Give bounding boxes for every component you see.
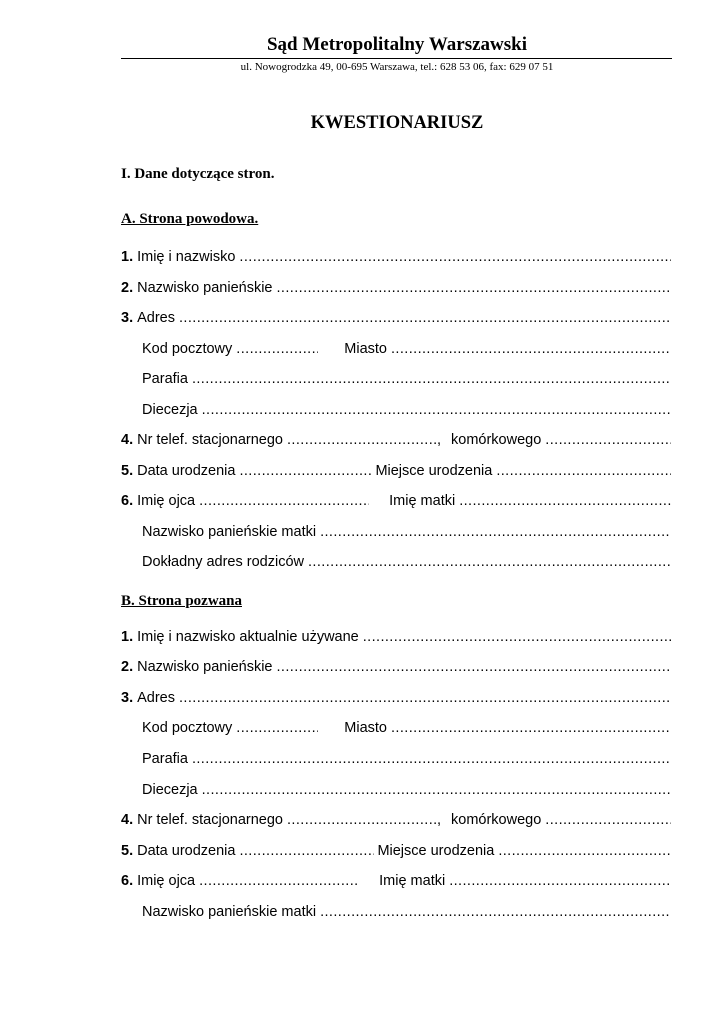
b-birthplace-dots[interactable]: [498, 843, 671, 859]
a-parents-address-dots[interactable]: [308, 554, 671, 570]
a-maiden-name-field[interactable]: [121, 280, 671, 300]
b-maiden-number: 2.: [121, 659, 134, 675]
a-birthplace-dots[interactable]: [496, 463, 671, 479]
a-parents-field[interactable]: [121, 493, 671, 513]
a-birth-number: 5.: [121, 463, 134, 479]
b-phone-field[interactable]: [121, 812, 671, 832]
b-diocese-label: Diecezja: [142, 782, 198, 798]
a-diocese-field[interactable]: [142, 402, 671, 422]
b-parish-dots[interactable]: [192, 751, 671, 767]
a-city-label: Miasto: [344, 341, 387, 357]
a-maiden-dots[interactable]: [277, 280, 672, 296]
b-birthdate-dots[interactable]: [239, 843, 374, 859]
b-address-dots[interactable]: [179, 690, 671, 706]
b-parents-field[interactable]: [121, 873, 671, 893]
b-name-number: 1.: [121, 629, 134, 645]
b-phone-number: 4.: [121, 812, 134, 828]
b-maiden-dots[interactable]: [277, 659, 672, 675]
court-name: Sąd Metropolitalny Warszawski: [266, 34, 528, 55]
section-heading-parties: I. Dane dotyczące stron.: [121, 166, 275, 182]
a-address-field[interactable]: [121, 310, 671, 330]
a-maiden-label: Nazwisko panieńskie: [137, 280, 273, 296]
b-city-label: Miasto: [344, 720, 387, 736]
a-mother-label: Imię matki: [389, 493, 456, 509]
b-birth-number: 5.: [121, 843, 134, 859]
b-parents-number: 6.: [121, 873, 134, 889]
a-parents-address-field[interactable]: [142, 554, 671, 574]
b-mother-dots[interactable]: [449, 873, 671, 889]
a-name-label: Imię i nazwisko: [137, 249, 236, 265]
b-birthdate-label: Data urodzenia: [137, 843, 236, 859]
header-divider: [121, 58, 672, 59]
a-mother-dots[interactable]: [459, 493, 671, 509]
a-birthplace-label: Miejsce urodzenia: [375, 463, 493, 479]
a-diocese-dots[interactable]: [202, 402, 671, 418]
b-birthplace-label: Miejsce urodzenia: [377, 843, 495, 859]
b-mobile-label: komórkowego: [451, 812, 542, 828]
a-phone-field[interactable]: [121, 432, 671, 452]
b-phone-label: Nr telef. stacjonarnego: [137, 812, 283, 828]
a-parish-field[interactable]: [142, 371, 671, 391]
a-address-dots[interactable]: [179, 310, 671, 326]
a-father-label: Imię ojca: [137, 493, 196, 509]
a-name-number: 1.: [121, 249, 134, 265]
b-name-label: Imię i nazwisko aktualnie używane: [137, 629, 359, 645]
a-name-dots[interactable]: [239, 249, 671, 265]
a-parents-address-label: Dokładny adres rodziców: [142, 554, 304, 570]
a-birthdate-dots[interactable]: [239, 463, 372, 479]
a-birthdate-label: Data urodzenia: [137, 463, 236, 479]
a-father-dots[interactable]: [199, 493, 369, 509]
b-father-label: Imię ojca: [137, 873, 196, 889]
b-parish-label: Parafia: [142, 751, 188, 767]
b-address-number: 3.: [121, 690, 134, 706]
a-city-dots[interactable]: [391, 341, 671, 357]
court-address: ul. Nowogrodzka 49, 00-695 Warszawa, tel.: 628 53 06, fax: 629 07 51: [240, 61, 554, 73]
a-birth-field[interactable]: [121, 463, 671, 483]
a-mobile-label: komórkowego: [451, 432, 542, 448]
a-phone-separator: ,: [436, 432, 442, 448]
a-address-label: Adres: [137, 310, 175, 326]
a-phone-dots[interactable]: [287, 432, 437, 448]
b-mother-maiden-field[interactable]: [142, 904, 671, 924]
a-parish-dots[interactable]: [192, 371, 671, 387]
part-a-heading: A. Strona powodowa.: [121, 211, 259, 227]
b-father-dots[interactable]: [199, 873, 359, 889]
b-maiden-name-field[interactable]: [121, 659, 671, 679]
b-name-dots[interactable]: [363, 629, 671, 645]
a-mother-maiden-label: Nazwisko panieńskie matki: [142, 524, 317, 540]
b-diocese-field[interactable]: [142, 782, 671, 802]
a-name-field[interactable]: [121, 249, 671, 269]
a-parents-number: 6.: [121, 493, 134, 509]
document-title: KWESTIONARIUSZ: [310, 113, 484, 133]
a-postal-city-field[interactable]: [142, 341, 671, 361]
b-name-field[interactable]: [121, 629, 671, 649]
b-phone-separator: ,: [436, 812, 442, 828]
a-address-number: 3.: [121, 310, 134, 326]
a-mobile-dots[interactable]: [545, 432, 671, 448]
b-mobile-dots[interactable]: [545, 812, 671, 828]
a-postal-label: Kod pocztowy: [142, 341, 233, 357]
b-mother-maiden-dots[interactable]: [320, 904, 671, 920]
part-b-heading: B. Strona pozwana: [121, 593, 242, 609]
a-phone-number: 4.: [121, 432, 134, 448]
a-mother-maiden-field[interactable]: [142, 524, 671, 544]
b-postal-city-field[interactable]: [142, 720, 671, 740]
a-maiden-number: 2.: [121, 280, 134, 296]
b-postal-label: Kod pocztowy: [142, 720, 233, 736]
a-parish-label: Parafia: [142, 371, 188, 387]
b-maiden-label: Nazwisko panieńskie: [137, 659, 273, 675]
b-parish-field[interactable]: [142, 751, 671, 771]
b-address-field[interactable]: [121, 690, 671, 710]
b-mother-maiden-label: Nazwisko panieńskie matki: [142, 904, 317, 920]
b-diocese-dots[interactable]: [202, 782, 671, 798]
a-phone-label: Nr telef. stacjonarnego: [137, 432, 283, 448]
a-diocese-label: Diecezja: [142, 402, 198, 418]
b-phone-dots[interactable]: [287, 812, 437, 828]
b-address-label: Adres: [137, 690, 175, 706]
b-city-dots[interactable]: [391, 720, 671, 736]
b-mother-label: Imię matki: [379, 873, 446, 889]
b-postal-dots[interactable]: [236, 720, 318, 736]
a-postal-dots[interactable]: [236, 341, 318, 357]
b-birth-field[interactable]: [121, 843, 671, 863]
a-mother-maiden-dots[interactable]: [320, 524, 671, 540]
